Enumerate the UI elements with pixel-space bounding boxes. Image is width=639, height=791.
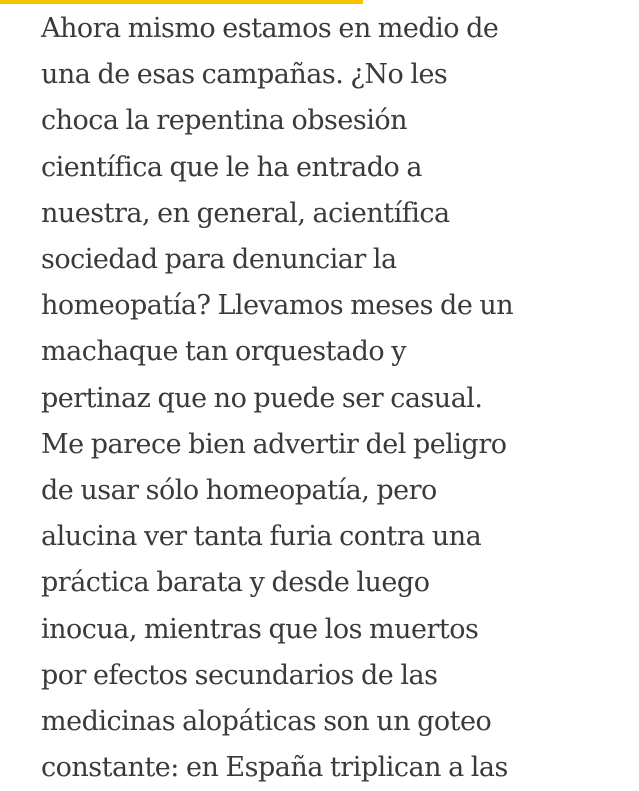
article-line: homeopatía? Llevamos meses de un: [41, 290, 514, 322]
article-line: una de esas campañas. ¿No les: [41, 59, 448, 91]
article-line: Me parece bien advertir del peligro: [41, 428, 507, 460]
article-line: pertinaz que no puede ser casual.: [41, 382, 483, 414]
article-line: sociedad para denunciar la: [41, 244, 397, 276]
accent-bar: [0, 0, 363, 4]
article-line: alucina ver tanta furia contra una: [41, 521, 482, 553]
article-line: científica que le ha entrado a: [41, 151, 422, 183]
article-line: Ahora mismo estamos en medio de: [41, 13, 499, 44]
article-paragraph: [41, 6, 631, 791]
article-line: práctica barata y desde luego: [41, 567, 430, 599]
article-line: por efectos secundarios de las: [41, 659, 438, 691]
article-line: de usar sólo homeopatía, pero: [41, 475, 437, 507]
article-line: inocua, mientras que los muertos: [41, 613, 479, 645]
article-line: constante: en España triplican a las: [41, 752, 508, 784]
article-line: choca la repentina obsesión: [41, 105, 407, 137]
article-line: machaque tan orquestado y: [41, 336, 406, 368]
article-line: nuestra, en general, acientífica: [41, 197, 450, 229]
article-line: medicinas alopáticas son un goteo: [41, 706, 492, 738]
